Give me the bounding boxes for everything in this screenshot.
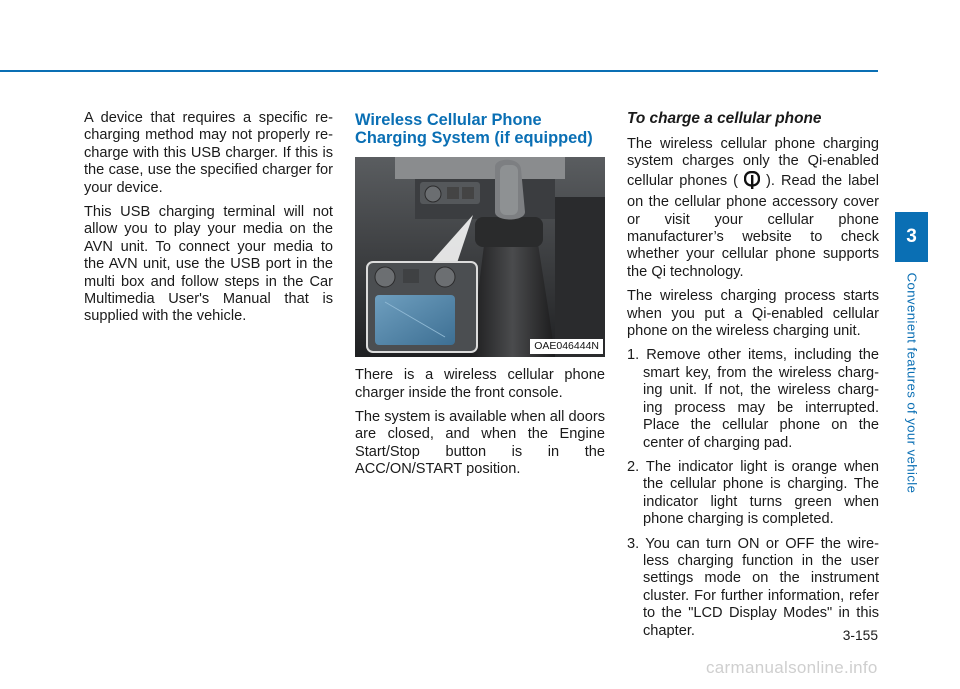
right-column xyxy=(627,110,879,647)
usb-media-paragraph: This USB charging terminal will not allow you to play your media on the AVN unit. To connect your media to the AVN unit, use the USB port in the multi box and follow steps in the Car Multimedia User's Manual that is supplied with the vehicle. xyxy=(84,204,333,325)
charging-steps-list xyxy=(627,347,879,640)
subheading: To charge a cellular phone xyxy=(627,110,822,127)
figure-code: OAE046444N xyxy=(530,339,603,354)
list-item: 3. You can turn ON or OFF the wire-less charging function in the user settings mode on the instrument cluster. For further information, refer to the "LCD Display Modes" in this chapter. xyxy=(627,535,879,639)
chapter-title-text: Convenient features of your vehicle xyxy=(904,272,920,493)
middle-column xyxy=(355,110,605,486)
section-heading: Wireless Cellular Phone Charging System (if equipped) xyxy=(355,111,593,147)
chapter-tab: 3 xyxy=(895,212,928,262)
chapter-title xyxy=(904,270,920,495)
left-column xyxy=(84,110,333,333)
qi-intro-paragraph xyxy=(627,136,879,281)
header-rule xyxy=(0,70,878,72)
list-item: 2. The indicator light is orange when the cellular phone is charging. The indicator light turns green when phone charging is completed. xyxy=(627,458,879,528)
watermark: carmanualsonline.info xyxy=(706,658,878,677)
charger-location-paragraph: There is a wireless cellular phone charger inside the front console. xyxy=(355,367,605,401)
usb-recharge-paragraph: A device that requires a specific re-charging method may not properly re-charge with this USB charger. If this is the case, use the specified charger for your device. xyxy=(84,110,333,196)
qi-intro-text: The wireless cellular phone charging system charges only the Qi-enabled cellular phones ( xyxy=(627,136,879,189)
list-item: 1. Remove other items, including the smart key, from the wireless charg-ing unit. If not, the wireless charg-ing process may be interrupted. Place the cellular phone on the center of charging pad. xyxy=(627,347,879,451)
system-availability-paragraph: The system is available when all doors are closed, and when the Engine Start/Stop button is in the ACC/ON/START position. xyxy=(355,409,605,478)
qi-intro-text-continued: ). Read the label on the cellular phone accessory cover or visit your cellular phone manufacturer’s website to check whether your cellular phone supports the Qi technology. xyxy=(627,172,879,280)
center-console-illustration xyxy=(355,157,605,357)
console-figure xyxy=(355,157,605,357)
charging-process-paragraph: The wireless charging process starts when you put a Qi-enabled cellular phone on the wireless charging unit. xyxy=(627,288,879,340)
page-number: 3-155 xyxy=(842,628,878,643)
qi-wireless-charging-icon xyxy=(744,171,760,194)
